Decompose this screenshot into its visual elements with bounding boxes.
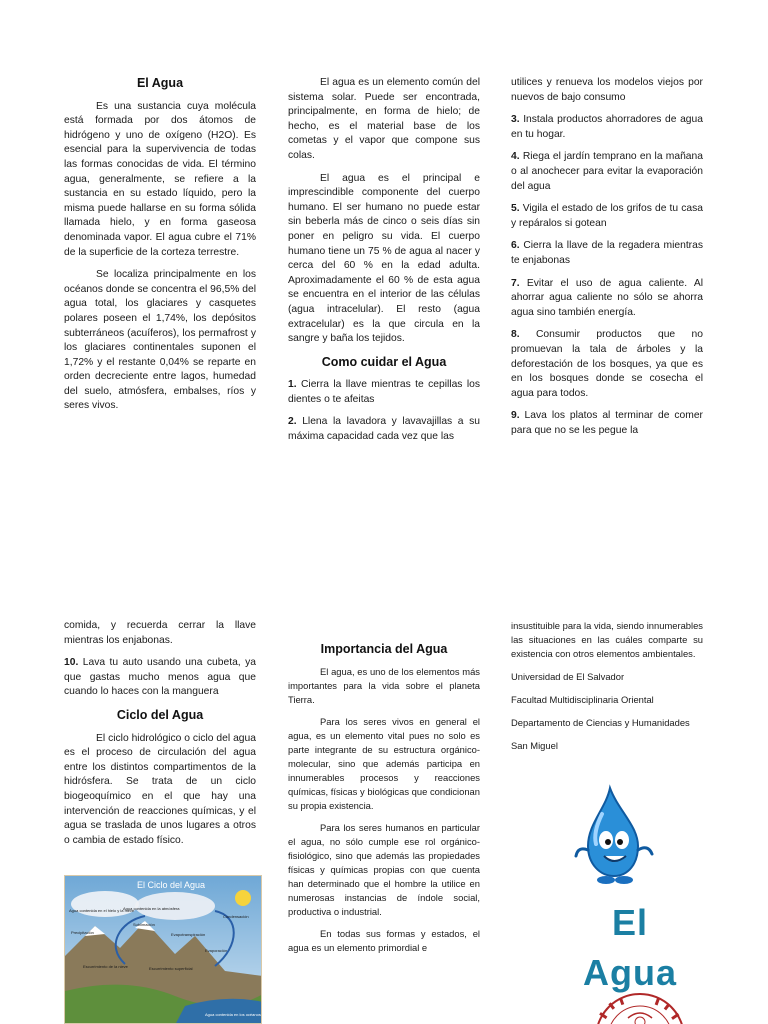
section-heading: El Agua (136, 76, 184, 90)
tip-item (511, 277, 703, 321)
tip-text: Lava los platos al terminar de comer para que no se les pegue la (511, 410, 703, 436)
paragraph: utilices y renueva los modelos viejos por nuevos de bajo consumo (511, 77, 703, 103)
paragraph: El ciclo hidrológico o ciclo del agua es el proceso de circulación del agua entre los distintos compartimentos de la hidrósfera. Se trata de un ciclo biogeoquímico en el que hay una intervención de reacciones químicas, y el agua se traslada de unos lugares a otros o cambia de estado físico. (64, 732, 256, 846)
tip-item (64, 656, 256, 700)
tip-number: 3. (511, 114, 520, 126)
tip-text: Riega el jardín temprano en la mañana o al anochecer para evitar la evaporación del agua (511, 151, 703, 192)
tip-item (288, 415, 480, 444)
figure-label: Sublimación (133, 922, 155, 927)
paragraph: En todas sus formas y estados, el agua es un elemento primordial e (288, 928, 480, 953)
paragraph: El agua es el principal e imprescindible componente del cuerpo humano. El ser humano no puede estar sin beberla más de cinco o seis días sin poner en peligro su vida. El cuerpo humano tiene un 75 % de agua al nacer y cerca del 60 % en la edad adulta. Aproximadamente el 60 % de esta agua se encuentra en el interior de las células (agua intracelular). El resto (agua extracelular) es la que circula en la sangre y baña los tejidos. (288, 172, 480, 345)
figure-label: Agua contenida en los océanos (205, 1012, 261, 1017)
panel-agua-cuerpo (288, 76, 480, 453)
figure-label: Evaporación (205, 948, 228, 953)
water-cycle-figure (64, 875, 262, 1024)
tip-text: Cierra la llave mientras te cepillas los dientes o te afeitas (288, 379, 480, 405)
tip-text: Vigila el estado de los grifos de tu casa y repáralos si gotean (511, 203, 703, 229)
figure-label: Condensación (223, 914, 249, 919)
paragraph: Es una sustancia cuya molécula está formada por dos átomos de hidrógeno y uno de oxígeno (H2O). Es esencial para la supervivencia de todas las formas conocidas de vida. El término agua, generalmente, se refiere a la sustancia en su estado líquido, pero la misma puede hallarse en su forma sólida llamada hielo, y en forma gaseosa denominada vapor. El agua cubre el 71% de la superficie de la corteza terrestre. (64, 100, 256, 258)
cover-title (560, 898, 700, 998)
panel-importancia (288, 642, 480, 963)
tip-text: Lava tu auto usando una cubeta, ya que gastas mucho menos agua que cuando lo haces con la manguera (64, 657, 256, 698)
tip-number: 1. (288, 379, 297, 391)
tip-item (511, 202, 703, 231)
paragraph: Para los seres vivos en general el agua, es un elemento vital pues no solo es parte integrante de su estructura orgánico-molecular, sino que además participa en innumerables procesos y reacciones químicas, físicas y biológicas que condicionan su propia existencia. (288, 716, 480, 811)
tip-number: 5. (511, 203, 520, 215)
tip-text: Llena la lavadora y lavavajillas a su máxima capacidad cada vez que las (288, 416, 480, 443)
figure-label: Evapotranspiración (171, 932, 206, 937)
tip-item (511, 328, 703, 401)
tip-text: Consumir productos que no promuevan la tala de árboles y la deforestación de los bosques, ya que es en los bosques donde se cosecha el agua para todos. (511, 329, 703, 399)
tip-text: Cierra la llave de la regadera mientras te enjabonas (511, 240, 703, 266)
tip-item (511, 409, 703, 438)
panel-ciclo-agua (64, 619, 256, 856)
section-heading: Importancia del Agua (320, 642, 448, 656)
cover-title-line-1: El (611, 902, 648, 943)
panel-consejos (511, 76, 703, 446)
tip-item (288, 378, 480, 407)
faculty-name: Facultad Multidisciplinaria Oriental (511, 694, 654, 705)
tip-number: 7. (511, 277, 520, 289)
department-name: Departamento de Ciencias y Humanidades (511, 717, 690, 728)
university-name: Universidad de El Salvador (511, 671, 625, 682)
tip-number: 4. (511, 151, 520, 163)
paragraph: El agua es un elemento común del sistema solar. Puede ser encontrada, principalmente, en forma de hielo; de hecho, es el material base de los cometas y el vapor que compone sus colas. (288, 77, 480, 161)
section-heading: Ciclo del Agua (116, 707, 204, 722)
paragraph: Para los seres humanos en particular el agua, no sólo cumple ese rol orgánico-fisiológico, sino que además las propiedades físicas y químicas propias con que cuenta han determinado que el hombre la utilice en numerosas instancias de índole social, productiva o industrial. (288, 822, 480, 917)
tip-text: Instala productos ahorradores de agua en tu hogar. (511, 114, 703, 140)
paragraph: Se localiza principalmente en los océanos donde se concentra el 96,5% del agua total, los glaciares y casquetes polares poseen el 1,74%, los depósitos subterráneos (acuíferos), los permafrost y los glaciares continentales suponen el 1,72% y el restante 0,04% se reparte en orden decreciente entre lagos, humedad del suelo, atmósfera, embalses, ríos y seres vivos. (64, 269, 256, 412)
tip-item (511, 150, 703, 194)
university-seal-icon (592, 992, 688, 1024)
panel-portada (511, 619, 703, 762)
section-heading: Como cuidar el Agua (321, 354, 447, 369)
paragraph: El agua, es uno de los elementos más importantes para la vida sobre el planeta Tierra. (288, 666, 480, 705)
water-cycle-illustration (65, 876, 262, 1024)
tip-number: 9. (511, 410, 520, 422)
tip-number: 6. (511, 240, 520, 252)
figure-label: Agua contenida en la atmósfera (123, 906, 180, 911)
city-name: San Miguel (511, 740, 558, 751)
panel-el-agua-intro (64, 76, 256, 422)
figure-label: Precipitación (71, 930, 94, 935)
tip-number: 10. (64, 657, 79, 669)
paragraph: insustituible para la vida, siendo innumerables las situaciones en las cuáles comparte su existencia con otros elementos ambientales. (511, 620, 703, 659)
tip-number: 8. (511, 329, 520, 341)
tip-text: Evitar el uso de agua caliente. Al ahorrar agua caliente no sólo se ahorra agua sino también energía. (511, 277, 703, 318)
tip-number: 2. (288, 416, 297, 428)
tip-item (511, 113, 703, 142)
tip-item (511, 239, 703, 268)
cover-title-line-2: Agua (583, 952, 677, 993)
water-drop-mascot-icon (568, 784, 658, 888)
figure-title: El Ciclo del Agua (137, 880, 206, 890)
figure-label: Escurrimiento de la nieve (83, 964, 128, 969)
figure-label: Agua contenida en el hielo y la nieve (69, 908, 135, 913)
paragraph: comida, y recuerda cerrar la llave mientras los enjabonas. (64, 620, 256, 646)
figure-label: Escurrimiento superficial (149, 966, 193, 971)
sun-icon (235, 890, 251, 906)
